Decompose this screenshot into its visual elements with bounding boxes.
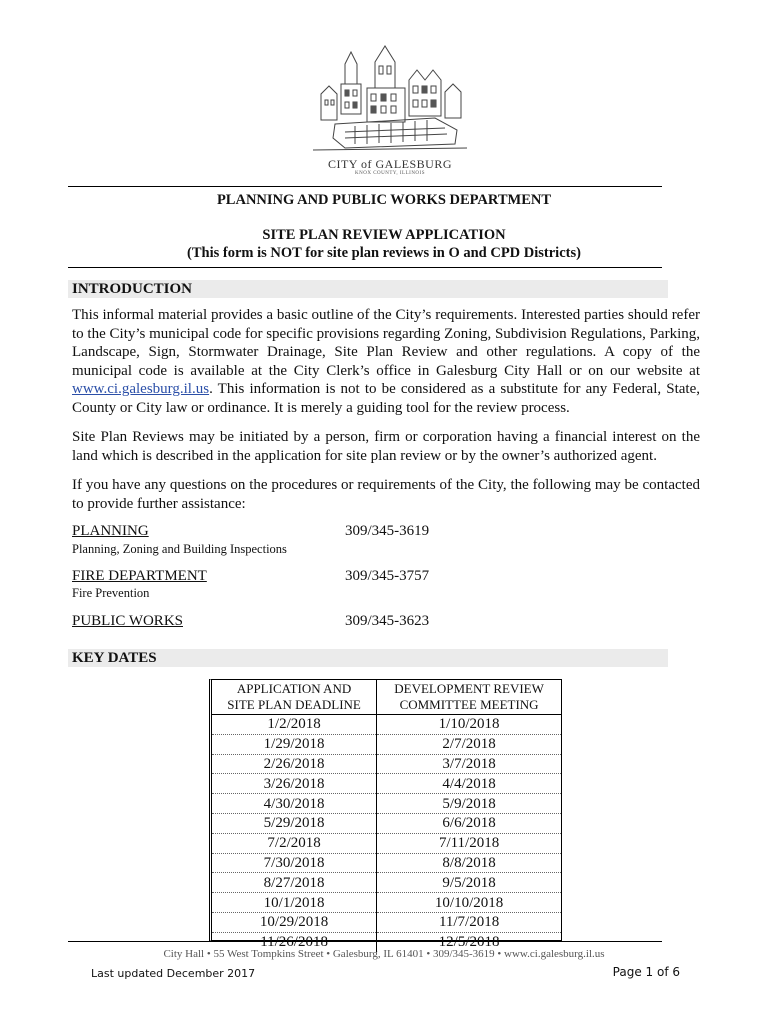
deadline-cell: 7/30/2018 xyxy=(212,853,377,873)
meeting-cell: 6/6/2018 xyxy=(377,813,561,833)
column-header-deadline: APPLICATION AND SITE PLAN DEADLINE xyxy=(212,680,377,715)
deadline-cell: 10/1/2018 xyxy=(212,893,377,913)
meeting-cell: 5/9/2018 xyxy=(377,794,561,814)
meeting-cell: 12/5/2018 xyxy=(438,934,500,951)
table-row xyxy=(212,833,561,853)
intro-paragraph-1: This informal material provides a basic outline of the City’s requirements. Interested parties should refer to the City’s municipal code for specific provisions regarding Zoning, Subdivision Regulations, Parking, Landscape, Sign, Stormwater Drainage, Site Plan Review and other regulations. A copy of the municipal code is available at the City Clerk’s office in Galesburg City Hall or on our website at www.ci.galesburg.il.us. This information is not to be considered as a substitute for any Federal, State, County or City law or ordinance. It is merely a guiding tool for the review process. xyxy=(72,307,700,416)
meeting-cell: 3/7/2018 xyxy=(377,754,561,774)
column-header-meeting: DEVELOPMENT REVIEW COMMITTEE MEETING xyxy=(377,680,561,715)
table-row xyxy=(212,853,561,873)
table-row xyxy=(212,794,561,814)
meeting-cell: 7/11/2018 xyxy=(377,833,561,853)
city-hall-illustration xyxy=(305,44,475,156)
deadline-cell: 11/26/2018 xyxy=(212,932,377,951)
deadline-cell: 5/29/2018 xyxy=(212,813,377,833)
intro-paragraph-2: Site Plan Reviews may be initiated by a person, firm or corporation having a financial interest on the land which is described in the application for site plan review or by the owner’s authorized agent. xyxy=(72,429,700,464)
logo-city-name: CITY of GALESBURG xyxy=(327,157,453,171)
deadline-cell: 8/27/2018 xyxy=(212,873,377,893)
deadline-cell: 2/26/2018 xyxy=(212,754,377,774)
table-row xyxy=(212,715,561,735)
contact-fire-name: FIRE DEPARTMENT xyxy=(72,568,207,584)
contact-public-works-phone: 309/345-3623 xyxy=(345,613,430,629)
deadline-cell: 1/2/2018 xyxy=(212,715,377,735)
deadline-cell: 7/2/2018 xyxy=(212,833,377,853)
table-row xyxy=(212,873,561,893)
table-row xyxy=(212,734,561,754)
contact-public-works-name: PUBLIC WORKS xyxy=(72,613,183,629)
footer-rule xyxy=(68,941,662,942)
form-subtitle: (This form is NOT for site plan reviews in O and CPD Districts) xyxy=(187,245,581,261)
logo-county: KNOX COUNTY, ILLINOIS xyxy=(355,171,425,176)
key-dates-header-row xyxy=(212,680,561,715)
intro-paragraph-3: If you have any questions on the procedures or requirements of the City, the following may be contacted to provide further assistance: xyxy=(72,477,700,512)
contact-planning-name: PLANNING xyxy=(72,523,149,539)
header-rule-top xyxy=(68,186,662,187)
section-key-dates-heading: KEY DATES xyxy=(68,649,668,667)
deadline-cell: 1/29/2018 xyxy=(212,734,377,754)
header-rule-bottom xyxy=(68,267,662,268)
page-number: Page 1 of 6 xyxy=(612,965,680,979)
city-logo xyxy=(305,44,475,180)
meeting-cell: 2/7/2018 xyxy=(377,734,561,754)
deadline-cell: 4/30/2018 xyxy=(212,794,377,814)
meeting-cell: 8/8/2018 xyxy=(377,853,561,873)
form-title: SITE PLAN REVIEW APPLICATION xyxy=(262,227,506,243)
footer-address: City Hall • 55 West Tompkins Street • Galesburg, IL 61401 • 309/345-3619 • www.ci.galesburg.il.us xyxy=(163,948,605,960)
table-row xyxy=(212,813,561,833)
website-link[interactable]: www.ci.galesburg.il.us xyxy=(72,381,210,397)
table-row xyxy=(212,774,561,794)
contact-fire-phone: 309/345-3757 xyxy=(345,568,430,584)
meeting-cell: 9/5/2018 xyxy=(377,873,561,893)
contact-fire-description: Fire Prevention xyxy=(72,586,150,600)
meeting-cell: 1/10/2018 xyxy=(377,715,561,735)
last-updated: Last updated December 2017 xyxy=(91,967,256,980)
meeting-cell: 4/4/2018 xyxy=(377,774,561,794)
table-row xyxy=(212,754,561,774)
table-row xyxy=(212,893,561,913)
section-introduction-heading: INTRODUCTION xyxy=(68,280,668,298)
department-title: PLANNING AND PUBLIC WORKS DEPARTMENT xyxy=(216,192,552,208)
key-dates-table xyxy=(209,679,562,951)
deadline-cell: 10/29/2018 xyxy=(212,912,377,932)
table-row xyxy=(212,912,561,932)
deadline-cell: 3/26/2018 xyxy=(212,774,377,794)
contact-planning-phone: 309/345-3619 xyxy=(345,523,430,539)
meeting-cell: 10/10/2018 xyxy=(377,893,561,913)
meeting-cell: 11/7/2018 xyxy=(377,912,561,932)
contact-planning-description: Planning, Zoning and Building Inspections xyxy=(72,542,287,556)
